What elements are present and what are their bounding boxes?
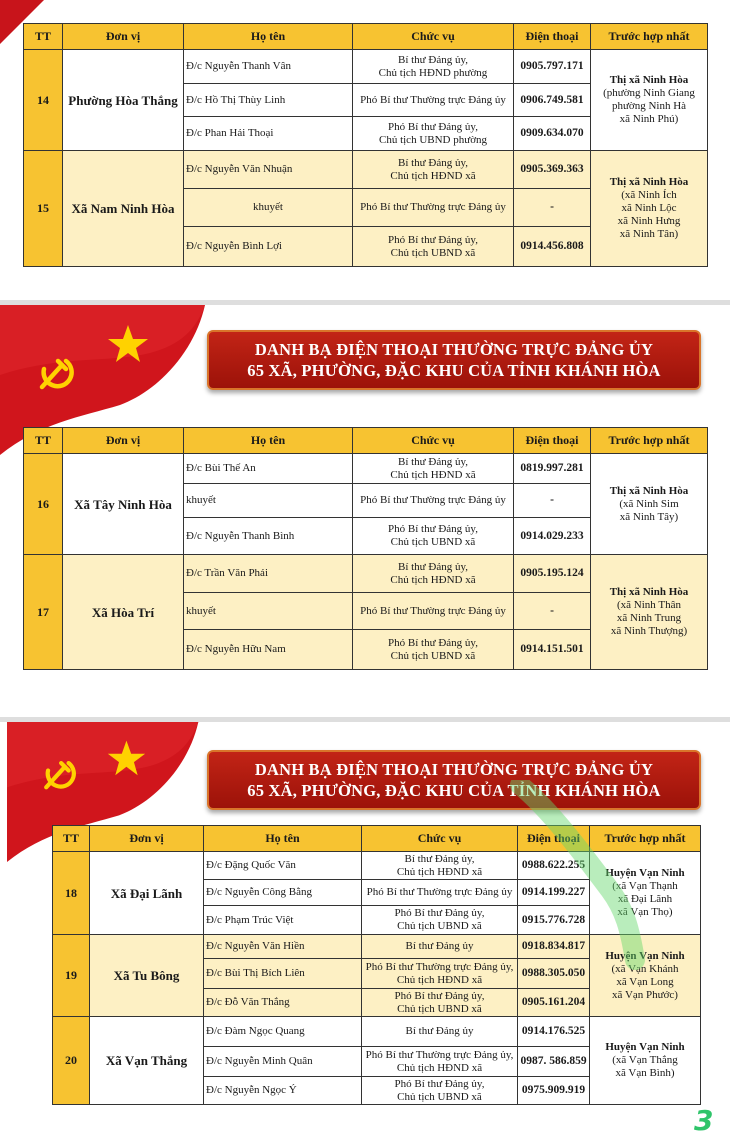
row-number: 18 [53, 852, 90, 935]
table-row [53, 935, 701, 959]
official-position: Phó Bí thư Đảng ủy, Chủ tịch UBND xã [353, 227, 514, 267]
official-name: Đ/c Bùi Thế An [184, 454, 353, 484]
official-phone: 0914.029.233 [514, 518, 591, 555]
header-unit: Đơn vị [90, 826, 204, 852]
official-position: Phó Bí thư Thường trực Đảng ủy [353, 593, 514, 630]
official-name: Đ/c Trần Văn Phái [184, 555, 353, 593]
before-merger [591, 555, 708, 670]
before-merger [591, 50, 708, 151]
unit-name: Xã Vạn Thắng [90, 1017, 204, 1105]
official-phone: - [514, 484, 591, 518]
row-number: 17 [24, 555, 63, 670]
official-name: Đ/c Nguyễn Văn Nhuận [184, 151, 353, 189]
official-position: Bí thư Đảng ủy, Chủ tịch HĐND phường [353, 50, 514, 84]
row-number: 15 [24, 151, 63, 267]
official-phone: 0987. 586.859 [518, 1047, 590, 1077]
table-row [53, 1017, 701, 1047]
official-phone: 0915.776.728 [518, 906, 590, 935]
official-name: Đ/c Đỗ Văn Thắng [204, 989, 362, 1017]
table-row [24, 454, 708, 484]
before-merger-title: Thị xã Ninh Hòa [609, 484, 689, 497]
header-position: Chức vụ [353, 24, 514, 50]
table-row [24, 555, 708, 593]
banner-line-1: DANH BẠ ĐIỆN THOẠI THƯỜNG TRỰC ĐẢNG ỦY [254, 340, 654, 359]
official-phone: 0905.797.171 [514, 50, 591, 84]
official-phone: 0909.634.070 [514, 117, 591, 151]
official-position: Bí thư Đảng ủy, Chủ tịch HĐND xã [353, 454, 514, 484]
official-phone: 0914.199.227 [518, 880, 590, 906]
page-section-1 [0, 0, 730, 300]
official-phone: 0819.997.281 [514, 454, 591, 484]
official-position: Phó Bí thư Thường trực Đảng ủy [353, 84, 514, 117]
official-phone: - [514, 593, 591, 630]
official-position: Phó Bí thư Đảng ủy, Chủ tịch UBND phường [353, 117, 514, 151]
official-name: Đ/c Nguyễn Hữu Nam [184, 630, 353, 670]
header-position: Chức vụ [353, 428, 514, 454]
contact-table-2 [23, 427, 708, 670]
before-merger [590, 852, 701, 935]
official-position: Bí thư Đảng ủy [362, 1017, 518, 1047]
header-tt: TT [24, 24, 63, 50]
unit-name: Xã Nam Ninh Hòa [63, 151, 184, 267]
header-name: Họ tên [184, 428, 353, 454]
official-phone: 0914.456.808 [514, 227, 591, 267]
official-name: Đ/c Nguyễn Thanh Bình [184, 518, 353, 555]
row-number: 16 [24, 454, 63, 555]
contact-table-3 [52, 825, 701, 1105]
official-phone: 0905.161.204 [518, 989, 590, 1017]
before-merger-detail: (xã Vạn Thạnh xã Đại Lãnh xã Vạn Thọ) [612, 880, 678, 918]
official-position: Phó Bí thư Thường trực Đảng ủy [353, 189, 514, 227]
before-merger-detail: (xã Vạn Khánh xã Vạn Long xã Vạn Phước) [611, 962, 679, 1001]
header-unit: Đơn vị [63, 428, 184, 454]
contact-table-1 [23, 23, 708, 267]
before-merger-detail: (xã Ninh Sim xã Ninh Tây) [619, 497, 679, 523]
official-position: Phó Bí thư Đảng ủy, Chủ tịch UBND xã [362, 1077, 518, 1105]
row-number: 14 [24, 50, 63, 151]
official-phone: 0914.151.501 [514, 630, 591, 670]
official-name: Đ/c Hồ Thị Thùy Linh [184, 84, 353, 117]
row-number: 20 [53, 1017, 90, 1105]
official-name: khuyết [184, 593, 353, 630]
before-merger-detail: (phường Ninh Giang phường Ninh Hà xã Ninh Phú) [603, 87, 695, 125]
page-number: 3 [694, 1104, 714, 1137]
before-merger-title: Huyện Vạn Ninh [605, 949, 685, 962]
official-phone: 0975.909.919 [518, 1077, 590, 1105]
header-tt: TT [53, 826, 90, 852]
header-phone: Điện thoại [514, 24, 591, 50]
header-before: Trước hợp nhất [591, 24, 708, 50]
official-phone: 0906.749.581 [514, 84, 591, 117]
row-number: 19 [53, 935, 90, 1017]
official-position: Phó Bí thư Thường trực Đảng ủy, Chủ tịch HĐND xã [362, 1047, 518, 1077]
before-merger-title: Thị xã Ninh Hòa [609, 586, 689, 598]
official-name: Đ/c Nguyễn Minh Quân [204, 1047, 362, 1077]
official-position: Bí thư Đảng ủy [362, 935, 518, 959]
official-name: Đ/c Nguyễn Thanh Vân [184, 50, 353, 84]
header-unit: Đơn vị [63, 24, 184, 50]
official-name: khuyết [184, 484, 353, 518]
directory-banner [207, 750, 701, 810]
banner-line-2: 65 XÃ, PHƯỜNG, ĐẶC KHU CỦA TỈNH KHÁNH HÒA [247, 781, 661, 800]
official-name: khuyết [184, 189, 353, 227]
before-merger [591, 151, 708, 267]
header-before: Trước hợp nhất [590, 826, 701, 852]
unit-name: Xã Tu Bông [90, 935, 204, 1017]
unit-name: Xã Hòa Trí [63, 555, 184, 670]
official-phone: 0918.834.817 [518, 935, 590, 959]
before-merger [590, 935, 701, 1017]
before-merger-detail: (xã Ninh Thân xã Ninh Trung xã Ninh Thượng) [610, 599, 688, 637]
official-name: Đ/c Phan Hải Thoại [184, 117, 353, 151]
official-phone: 0905.195.124 [514, 555, 591, 593]
official-position: Phó Bí thư Thường trực Đảng ủy, Chủ tịch HĐND xã [362, 959, 518, 989]
banner-line-2: 65 XÃ, PHƯỜNG, ĐẶC KHU CỦA TỈNH KHÁNH HÒA [247, 361, 661, 380]
official-position: Phó Bí thư Đảng ủy, Chủ tịch UBND xã [362, 906, 518, 935]
banner-line-1: DANH BẠ ĐIỆN THOẠI THƯỜNG TRỰC ĐẢNG ỦY [254, 760, 654, 779]
official-name: Đ/c Nguyễn Công Bằng [204, 880, 362, 906]
official-phone: 0988.622.255 [518, 852, 590, 880]
before-merger-title: Huyện Vạn Ninh [605, 1041, 685, 1053]
unit-name: Phường Hòa Thắng [63, 50, 184, 151]
page-section-3 [0, 722, 730, 1142]
before-merger-title: Thị xã Ninh Hòa [609, 74, 689, 86]
unit-name: Xã Đại Lãnh [90, 852, 204, 935]
official-position: Bí thư Đảng ủy, Chủ tịch HĐND xã [353, 151, 514, 189]
official-name: Đ/c Nguyễn Văn Hiền [204, 935, 362, 959]
table-row [53, 852, 701, 880]
official-name: Đ/c Bùi Thị Bích Liên [204, 959, 362, 989]
official-position: Bí thư Đảng ủy, Chủ tịch HĐND xã [362, 852, 518, 880]
directory-banner [207, 330, 701, 390]
official-name: Đ/c Nguyễn Bình Lợi [184, 227, 353, 267]
header-phone: Điện thoại [514, 428, 591, 454]
table-row [24, 151, 708, 189]
before-merger-title: Thị xã Ninh Hòa [609, 176, 689, 188]
official-position: Phó Bí thư Đảng ủy, Chủ tịch UBND xã [362, 989, 518, 1017]
official-position: Bí thư Đảng ủy, Chủ tịch HĐND xã [353, 555, 514, 593]
official-position: Phó Bí thư Đảng ủy, Chủ tịch UBND xã [353, 630, 514, 670]
header-phone: Điện thoại [518, 826, 590, 852]
before-merger [590, 1017, 701, 1105]
before-merger [591, 454, 708, 555]
page-section-2 [0, 305, 730, 717]
table-header-row [24, 24, 708, 50]
official-name: Đ/c Phạm Trúc Việt [204, 906, 362, 935]
official-name: Đ/c Đàm Ngọc Quang [204, 1017, 362, 1047]
table-row [24, 50, 708, 84]
before-merger-title: Huyện Vạn Ninh [605, 867, 685, 879]
official-phone: 0905.369.363 [514, 151, 591, 189]
official-position: Phó Bí thư Thường trực Đảng ủy [353, 484, 514, 518]
official-name: Đ/c Đặng Quốc Văn [204, 852, 362, 880]
before-merger-detail: (xã Ninh Ích xã Ninh Lộc xã Ninh Hưng xã Ninh Tân) [617, 189, 681, 240]
official-position: Phó Bí thư Đảng ủy, Chủ tịch UBND xã [353, 518, 514, 555]
official-phone: - [514, 189, 591, 227]
before-merger-detail: (xã Vạn Thắng xã Vạn Bình) [612, 1054, 678, 1079]
table-header-row [24, 428, 708, 454]
official-name: Đ/c Nguyễn Ngọc Ý [204, 1077, 362, 1105]
official-phone: 0914.176.525 [518, 1017, 590, 1047]
table-header-row [53, 826, 701, 852]
header-before: Trước hợp nhất [591, 428, 708, 454]
unit-name: Xã Tây Ninh Hòa [63, 454, 184, 555]
header-position: Chức vụ [362, 826, 518, 852]
official-position: Phó Bí thư Thường trực Đảng ủy [362, 880, 518, 906]
official-phone: 0988.305.050 [518, 959, 590, 989]
header-tt: TT [24, 428, 63, 454]
header-name: Họ tên [184, 24, 353, 50]
header-name: Họ tên [204, 826, 362, 852]
